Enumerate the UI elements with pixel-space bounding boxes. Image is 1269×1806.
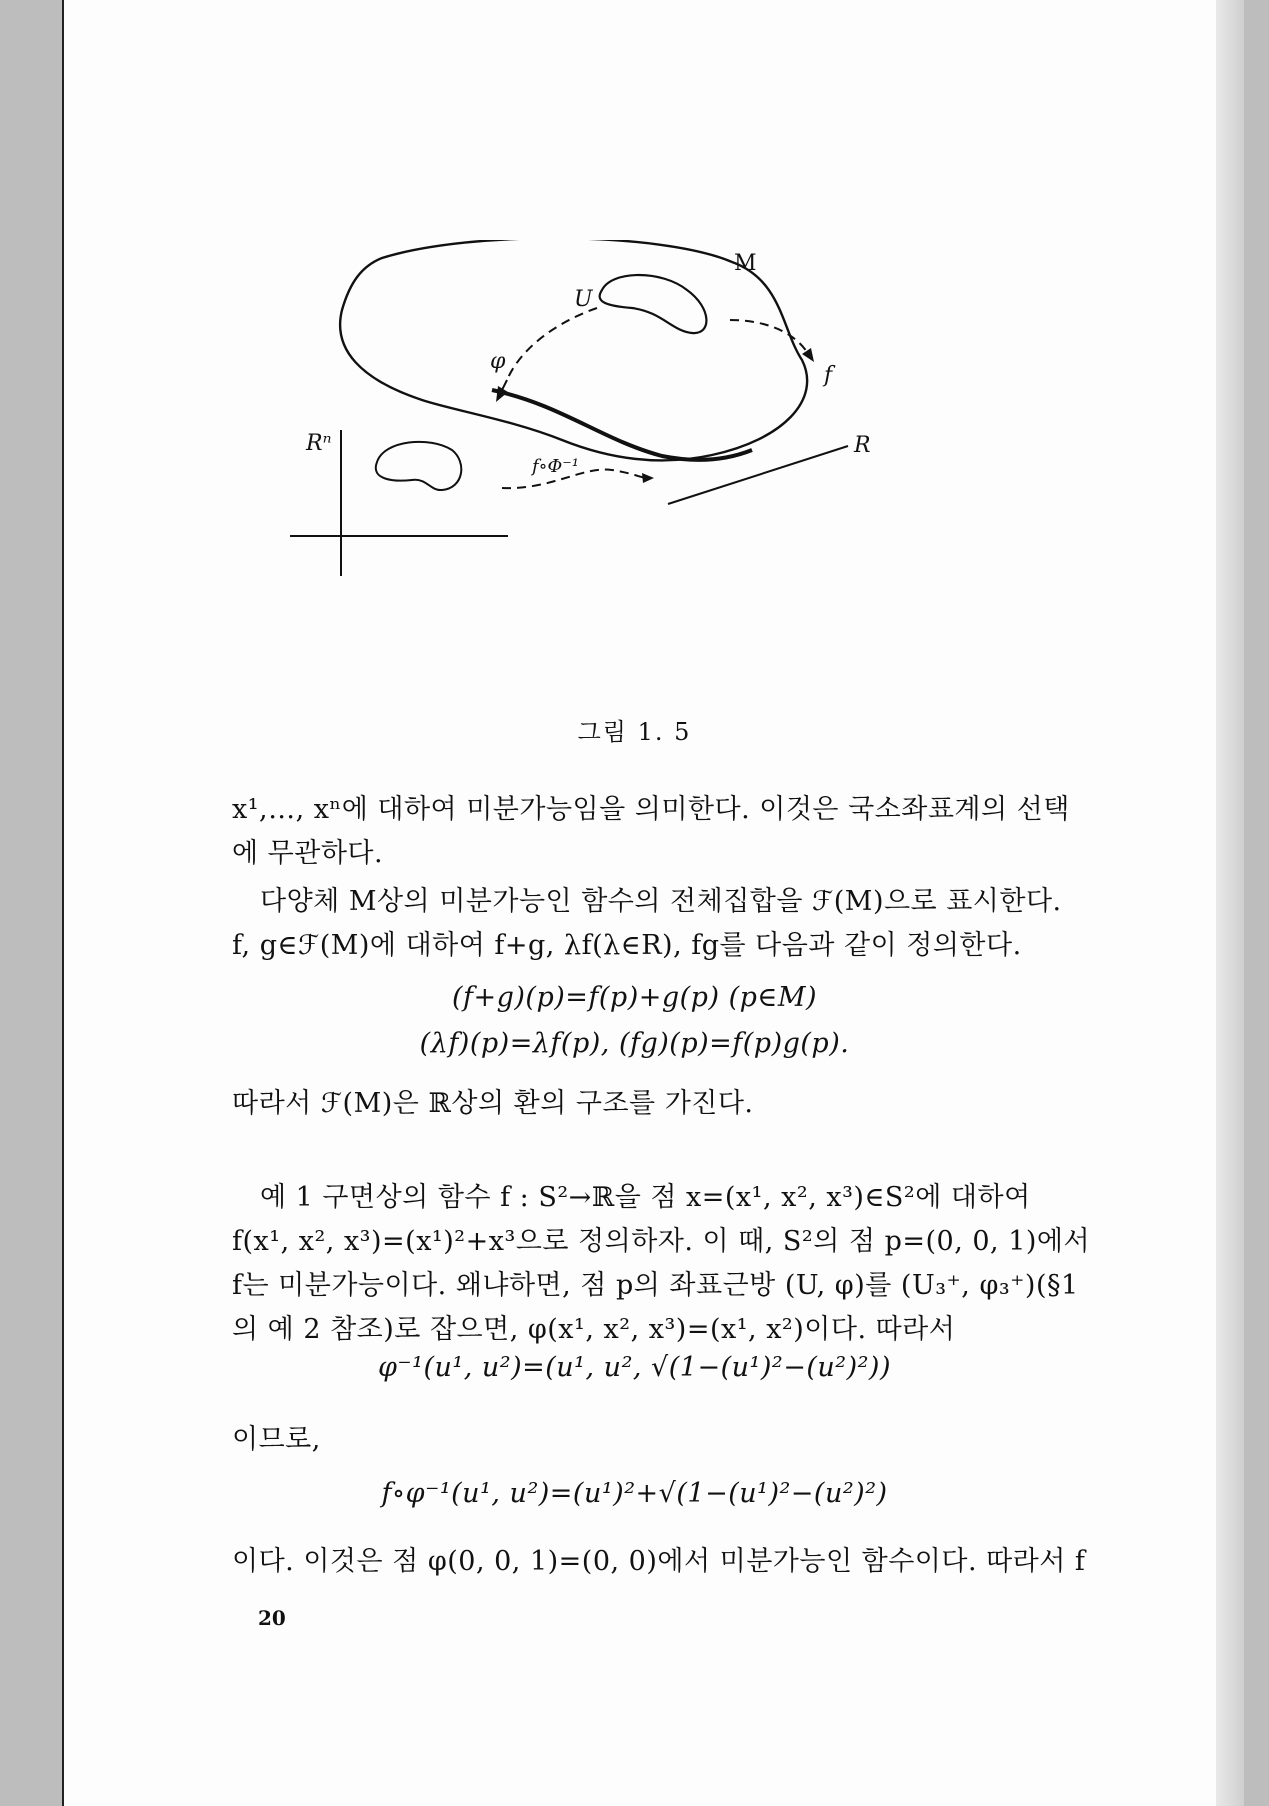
figure-1-5: [262, 240, 1042, 680]
paragraph-1-line-2: 에 무관하다.: [232, 838, 384, 869]
manifold-front-edge: [492, 390, 752, 460]
figure-caption: 그림 1. 5: [577, 718, 692, 746]
equation-4: f∘φ⁻¹(u¹, u²)=(u¹)²+√(1−(u¹)²−(u²)²): [381, 1478, 888, 1509]
label-U: U: [574, 287, 593, 312]
paragraph-3: [232, 1082, 1112, 1126]
example-1-line-2: f(x¹, x², x³)=(x¹)²+x³으로 정의하자. 이 때, S²의 점 p=(0, 0, 1)에서: [232, 1226, 1091, 1257]
paragraph-2: [232, 880, 1112, 968]
label-composition: f∘Φ⁻¹: [532, 456, 579, 477]
manifold-diagram: [262, 240, 1042, 680]
paragraph-4: [232, 1418, 1112, 1462]
phi-arrow: [507, 308, 597, 380]
example-1-line-1: 예 1 구면상의 함수 f : S²→ℝ을 점 x=(x¹, x², x³)∈S²에 대하여: [260, 1182, 1031, 1213]
label-Rn: Rⁿ: [306, 431, 332, 456]
paragraph-4-line-1: 이므로,: [232, 1424, 321, 1455]
label-f: f: [824, 363, 833, 388]
equation-3: φ⁻¹(u¹, u²)=(u¹, u², √(1−(u¹)²−(u²)²)): [378, 1352, 891, 1383]
page-edge: [1216, 0, 1244, 1806]
paragraph-5: [232, 1540, 1112, 1584]
phi-arrow-dash-lower: [502, 380, 507, 390]
label-R: R: [854, 433, 871, 458]
page-number: 20: [258, 1606, 286, 1630]
equation-1: (f+g)(p)=f(p)+g(p) (p∈M): [451, 982, 818, 1013]
paragraph-5-line-1: 이다. 이것은 점 φ(0, 0, 1)=(0, 0)에서 미분가능인 함수이다. 따라서 f: [232, 1546, 1086, 1577]
paragraph-1-line-1: x¹,…, xⁿ에 대하여 미분가능임을 의미한다. 이것은 국소좌표계의 선택: [232, 794, 1070, 825]
paragraph-3-line-1: 따라서 ℱ(M)은 ℝ상의 환의 구조를 가진다.: [232, 1088, 754, 1119]
label-phi: φ: [490, 349, 506, 374]
f-arrowhead: [802, 348, 814, 362]
example-1-line-4: 의 예 2 참조)로 잡으면, φ(x¹, x², x³)=(x¹, x²)이다. 따라서: [232, 1314, 956, 1345]
equation-2: (λf)(p)=λf(p), (fg)(p)=f(p)g(p).: [419, 1028, 850, 1059]
composition-arrowhead: [642, 473, 654, 483]
label-M: M: [734, 251, 757, 276]
paragraph-2-line-2: f, g∈ℱ(M)에 대하여 f+g, λf(λ∈R), fg를 다음과 같이 정의한다.: [232, 930, 1022, 961]
example-1-line-3: f는 미분가능이다. 왜냐하면, 점 p의 좌표근방 (U, φ)를 (U₃⁺, φ₃⁺)(§1: [232, 1270, 1079, 1301]
paragraph-1: [232, 788, 1112, 876]
subset-U-outline: [600, 275, 707, 333]
image-blob: [376, 442, 462, 490]
paragraph-2-line-1: 다양체 M상의 미분가능인 함수의 전체집합을 ℱ(M)으로 표시한다.: [260, 886, 1062, 917]
real-line: [668, 446, 848, 504]
example-1: [232, 1176, 1112, 1352]
